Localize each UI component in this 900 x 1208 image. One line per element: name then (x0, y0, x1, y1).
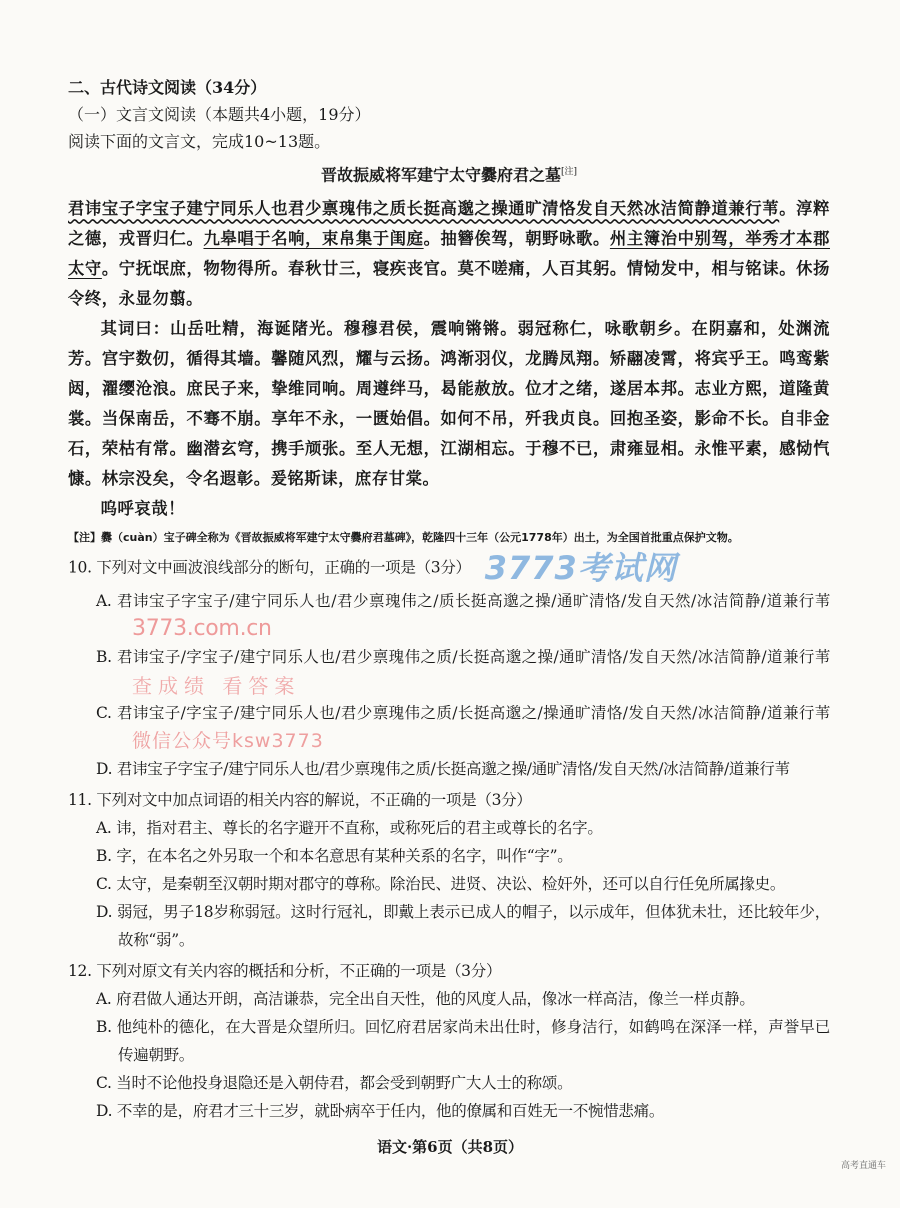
note-mark: [注] (560, 167, 578, 177)
section-heading: 二、古代诗文阅读（34分） (68, 78, 267, 97)
passage-paragraph-3: 呜呼哀哉！ (100, 499, 186, 519)
option-a: A. 讳，指对君主、尊长的名字避开不直称，或称死后的君主或尊长的名字。 (96, 818, 603, 837)
option-b: B. 君讳宝子/字宝子/建宁同乐人也/君少禀瑰伟之质/长挺高邈之操/通旷清恪/发自天然/冰洁简静/道兼行苇 (96, 647, 830, 666)
question-12 (68, 957, 830, 1125)
option-d: D. 不幸的是，府君才三十三岁，就卧病卒于任内，他的僚属和百姓无一不惋惜悲痛。 (96, 1101, 665, 1120)
question-stem-row (68, 551, 830, 586)
option-b: B. 他纯朴的德化，在大晋是众望所归。回忆府君居家尚未出仕时，修身洁行，如鹤鸣在深泽一样，声誉早已传遍朝野。 (96, 1017, 830, 1064)
watermark-logo: 3773考试网 (484, 549, 677, 588)
watermark-slogan: 查成绩 看答案 (132, 673, 301, 698)
passage-note: 【注】爨（cuàn）宝子碑全称为《晋故振威将军建宁太守爨府君墓碑》，乾隆四十三年（公元1778年）出土，为全国首批重点保护文物。 (68, 531, 739, 545)
option-b: B. 字，在本名之外另取一个和本名意思有某种关系的名字，叫作“字”。 (96, 846, 573, 865)
option-a: A. 君讳宝子字宝子/建宁同乐人也/君少禀瑰伟之/质长挺高邈之操/通旷清恪/发自天然/冰洁简静/道兼行苇 (96, 591, 830, 610)
option-c: C. 太守，是秦朝至汉朝时期对郡守的尊称。除治民、进贤、决讼、检奸外，还可以自行任免所属掾史。 (96, 874, 786, 893)
option-c-row (68, 699, 830, 755)
underlined-sentence-1: 九皋唱于名响，束帛集于闺庭 (203, 229, 424, 249)
option-c: C. 君讳宝子/字宝子/建宁同乐人也/君少禀瑰伟之质/长挺高邈之/操通旷清恪/发自天然/冰洁简静/道兼行苇 (96, 703, 830, 722)
passage-text: 。宁抚氓庶，物物得所。春秋廿三，寝疾丧官。莫不嗟痛，人百其躬。情恸发中，相与铭诔。休扬令终，永显勿翦。 (68, 259, 830, 309)
passage-text: 。淳粹之德，戎晋归仁。 (68, 199, 830, 249)
option-a-row (68, 587, 830, 643)
instruction: 阅读下面的文言文，完成10~13题。 (68, 132, 331, 151)
passage-title-text: 晋故振威将军建宁太守爨府君之墓 (320, 165, 561, 185)
exam-page (68, 0, 830, 1125)
passage-paragraph-2: 其词曰：山岳吐精，海诞陼光。穆穆君侯，震响锵锵。弱冠称仁，咏歌朝乡。在阴嘉和，处渊流芳。宫宇数仞，循得其墙。馨随风烈，耀与云扬。鸿渐羽仪，龙腾凤翔。矫翮凌霄，将宾乎王。鸣鸾紫闼，濯缨沧浪。庶民子来，挚维同响。周遵绊马，曷能赦放。位才之绪，遂居本邦。志业方熙，道隆黄裳。当保南岳，不骞不崩。享年不永，一匮始倡。如何不吊，歼我贞良。回抱圣姿，影命不长。自非金石，荣枯有常。幽潜玄穹，携手颃张。至人无想，江湖相忘。于穆不已，肃雍显相。永惟平素，感恸忾慷。林宗没矣，令名遐彰。爰铭斯诔，庶存甘棠。 (68, 319, 830, 489)
underlined-sentence-2: 州主簿治中别驾，举秀才本郡太守 (68, 229, 830, 279)
passage-text: 。抽簪俟驾，朝野咏歌。 (423, 229, 610, 249)
question-10 (68, 551, 830, 782)
corner-mark: 高考直通车 (840, 1160, 886, 1171)
passage (68, 194, 830, 524)
watermark-url: 3773.com.cn (132, 616, 272, 642)
question-11 (68, 786, 830, 954)
sub-heading: （一）文言文阅读（本题共4小题，19分） (68, 105, 371, 124)
passage-paragraph-1 (68, 194, 830, 314)
question-stem: 12. 下列对原文有关内容的概括和分析，不正确的一项是（3分） (68, 961, 502, 980)
question-stem: 10. 下列对文中画波浪线部分的断句，正确的一项是（3分） (68, 558, 471, 577)
passage-title (68, 157, 830, 190)
watermark-wechat: 微信公众号ksw3773 (132, 730, 324, 753)
wavy-underlined-text: 君讳宝子字宝子建宁同乐人也君少禀瑰伟之质长挺高邈之操通旷清恪发自天然冰洁简静道兼行苇 (68, 199, 780, 219)
option-d: D. 弱冠，男子18岁称弱冠。这时行冠礼，即戴上表示已成人的帽子，以示成年，但体犹未壮，还比较年少，故称“弱”。 (96, 902, 830, 949)
question-stem: 11. 下列对文中加点词语的相关内容的解说，不正确的一项是（3分） (68, 790, 532, 809)
option-a: A. 府君做人通达开朗，高洁谦恭，完全出自天性，他的风度人品，像冰一样高洁，像兰一样贞静。 (96, 989, 755, 1008)
option-c: C. 当时不论他投身退隐还是入朝侍君，都会受到朝野广大人士的称颂。 (96, 1073, 573, 1092)
page-footer: 语文·第6页（共8页） (376, 1137, 524, 1156)
option-d: D. 君讳宝子字宝子/建宁同乐人也/君少禀瑰伟之质/长挺高邈之操/通旷清恪/发自天然/冰洁简静/道兼行苇 (96, 759, 790, 778)
option-b-row (68, 643, 830, 699)
